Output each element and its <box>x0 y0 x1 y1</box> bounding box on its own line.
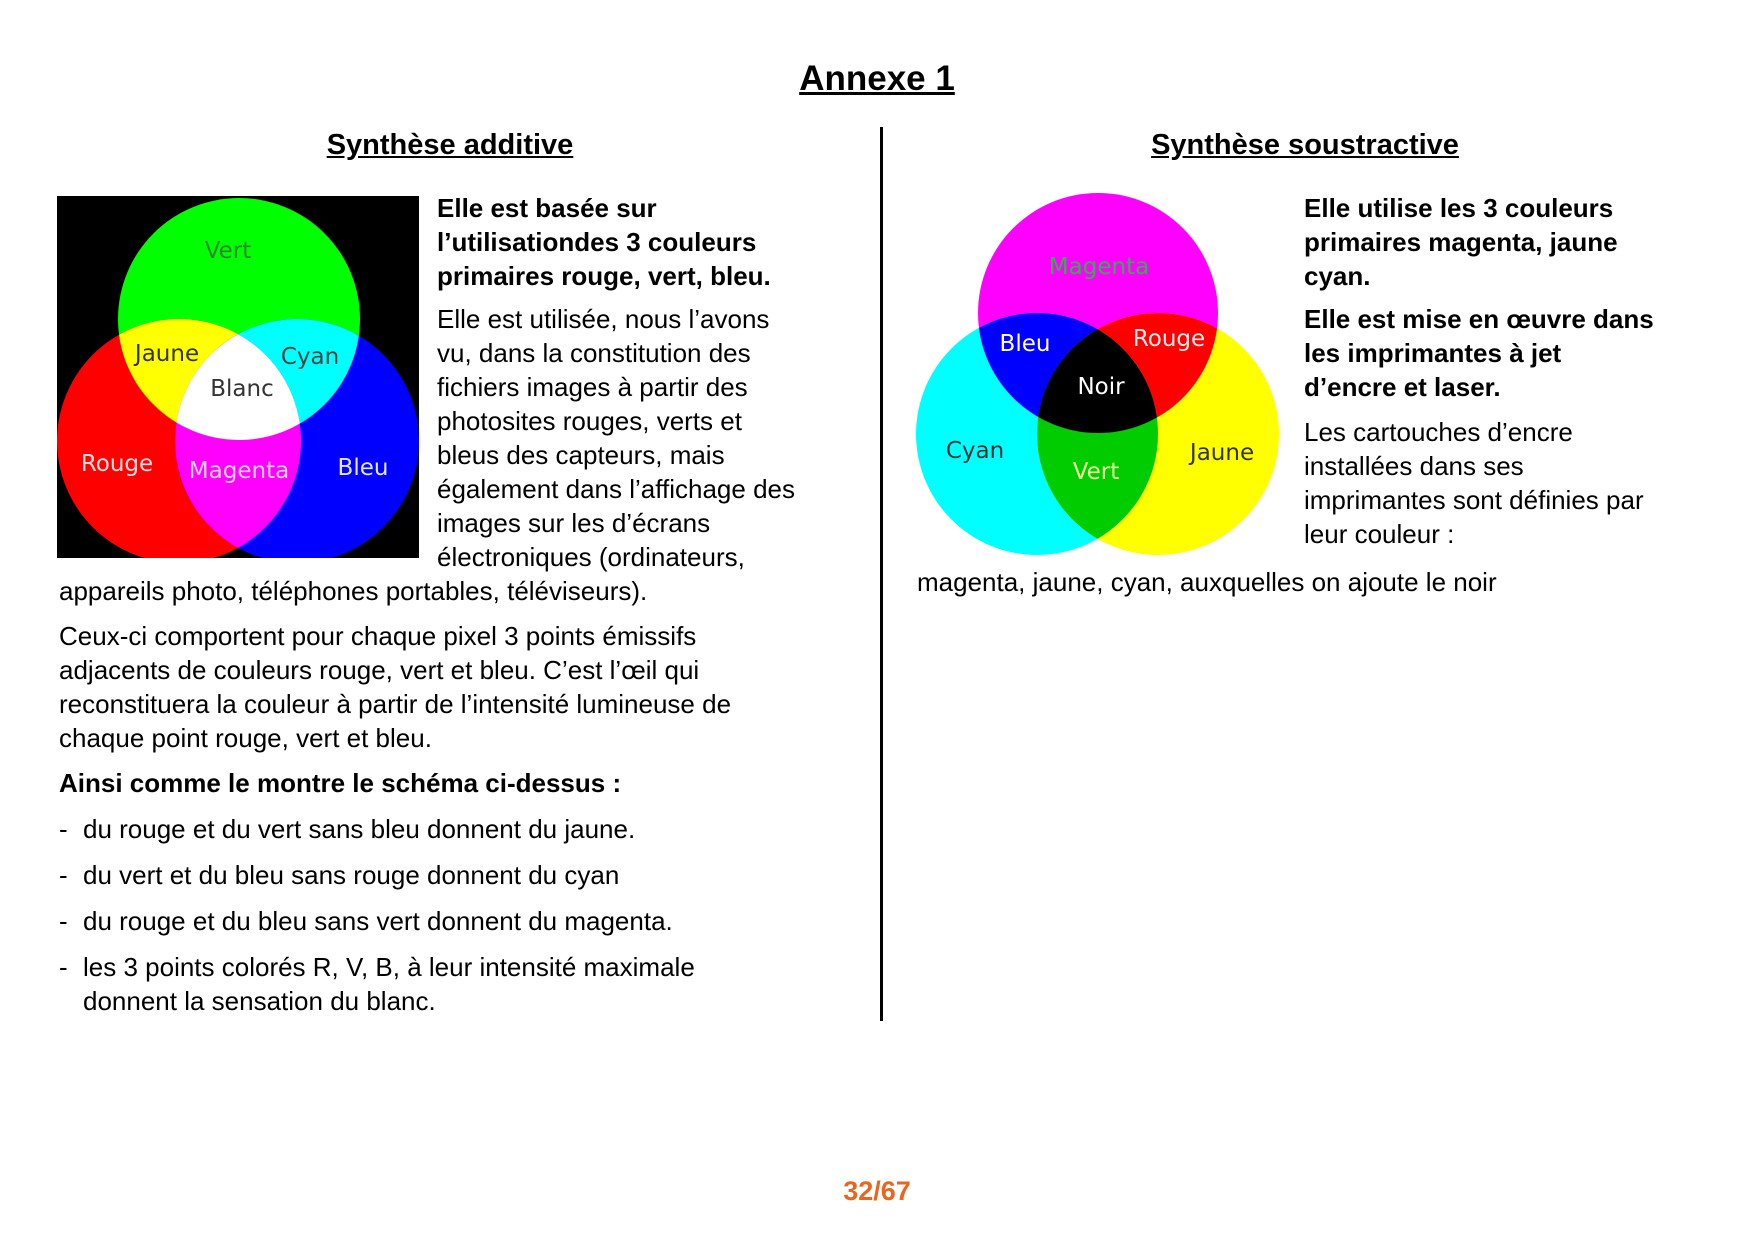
list-item <box>59 950 859 1018</box>
label-jaune: Jaune <box>134 341 200 367</box>
usage-line: photosites rouges, verts et <box>437 406 742 436</box>
subtractive-intro-line: primaires magenta, jaune <box>1304 227 1618 257</box>
usage-line: fichiers images à partir des <box>437 372 748 402</box>
cartouches-line: imprimantes sont définies par <box>1304 485 1644 515</box>
list-dash: - <box>59 860 68 890</box>
subtractive-usage <box>1304 302 1654 404</box>
additive-list <box>59 812 859 1018</box>
additive-venn-diagram <box>57 196 419 558</box>
label-magenta: Magenta <box>1048 254 1150 280</box>
additive-intro-line: primaires rouge, vert, bleu. <box>437 261 771 291</box>
pixel-line: chaque point rouge, vert et bleu. <box>59 723 432 753</box>
additive-heading: Synthèse additive <box>326 129 574 161</box>
subtractive-usage-line: d’encre et laser. <box>1304 372 1501 402</box>
additive-intro-line: Elle est basée sur <box>437 193 657 223</box>
usage-line: électroniques (ordinateurs, <box>437 542 745 572</box>
label-jaune: Jaune <box>1189 440 1255 466</box>
additive-pixel-paragraph <box>59 619 731 755</box>
usage-line-continued: appareils photo, téléphones portables, téléviseurs). <box>59 576 648 606</box>
usage-line: Elle est utilisée, nous l’avons <box>437 304 770 334</box>
subtractive-intro-line: Elle utilise les 3 couleurs <box>1304 193 1614 223</box>
label-rouge: Rouge <box>80 451 154 477</box>
usage-line: vu, dans la constitution des <box>437 338 751 368</box>
subtractive-continuation: magenta, jaune, cyan, auxquelles on ajoute le noir <box>917 567 1497 597</box>
label-rouge: Rouge <box>1132 326 1206 352</box>
subtractive-heading: Synthèse soustractive <box>1151 129 1459 161</box>
subtractive-usage-line: les imprimantes à jet <box>1304 338 1562 368</box>
page-title: Annexe 1 <box>799 59 955 98</box>
label-bleu: Bleu <box>999 331 1051 357</box>
pixel-line: adjacents de couleurs rouge, vert et bleu. C’est l’œil qui <box>59 655 700 685</box>
cartouches-line: installées dans ses <box>1304 451 1524 481</box>
list-item-text: du rouge et du bleu sans vert donnent du magenta. <box>83 906 673 936</box>
list-dash: - <box>59 814 68 844</box>
additive-intro-line: l’utilisationdes 3 couleurs <box>437 227 757 257</box>
column-divider <box>880 127 883 1021</box>
usage-line: images sur les d’écrans <box>437 508 711 538</box>
usage-line: également dans l’affichage des <box>437 474 795 504</box>
additive-usage-paragraph <box>437 302 795 574</box>
label-bleu: Bleu <box>337 455 389 481</box>
list-dash: - <box>59 952 68 982</box>
pixel-line: reconstituera la couleur à partir de l’intensité lumineuse de <box>59 689 732 719</box>
subtractive-venn-diagram <box>915 192 1281 558</box>
pixel-line: Ceux-ci comportent pour chaque pixel 3 points émissifs <box>59 621 697 651</box>
list-item <box>59 904 859 938</box>
list-item-text: les 3 points colorés R, V, B, à leur intensité maximale <box>83 952 695 982</box>
subtractive-cartouches <box>1304 415 1644 551</box>
subtractive-intro-line: cyan. <box>1304 261 1371 291</box>
list-item-text: donnent la sensation du blanc. <box>83 986 436 1016</box>
list-item-text: du vert et du bleu sans rouge donnent du cyan <box>83 860 620 890</box>
usage-line: bleus des capteurs, mais <box>437 440 725 470</box>
page-number: 32/67 <box>843 1176 911 1206</box>
list-item-text: du rouge et du vert sans bleu donnent du jaune. <box>83 814 636 844</box>
cartouches-line: leur couleur : <box>1304 519 1455 549</box>
list-item <box>59 858 859 892</box>
cartouches-line: Les cartouches d’encre <box>1304 417 1573 447</box>
schema-intro: Ainsi comme le montre le schéma ci-dessus : <box>59 768 622 798</box>
label-cyan: Cyan <box>945 438 1005 464</box>
additive-intro <box>437 191 771 293</box>
label-magenta: Magenta <box>188 458 290 484</box>
label-noir: Noir <box>1077 374 1125 400</box>
label-vert: Vert <box>204 238 252 264</box>
subtractive-intro <box>1304 191 1618 293</box>
label-vert: Vert <box>1072 459 1120 485</box>
label-blanc: Blanc <box>210 376 274 402</box>
list-item <box>59 812 859 846</box>
subtractive-usage-line: Elle est mise en œuvre dans <box>1304 304 1654 334</box>
label-cyan: Cyan <box>280 344 340 370</box>
list-dash: - <box>59 906 68 936</box>
